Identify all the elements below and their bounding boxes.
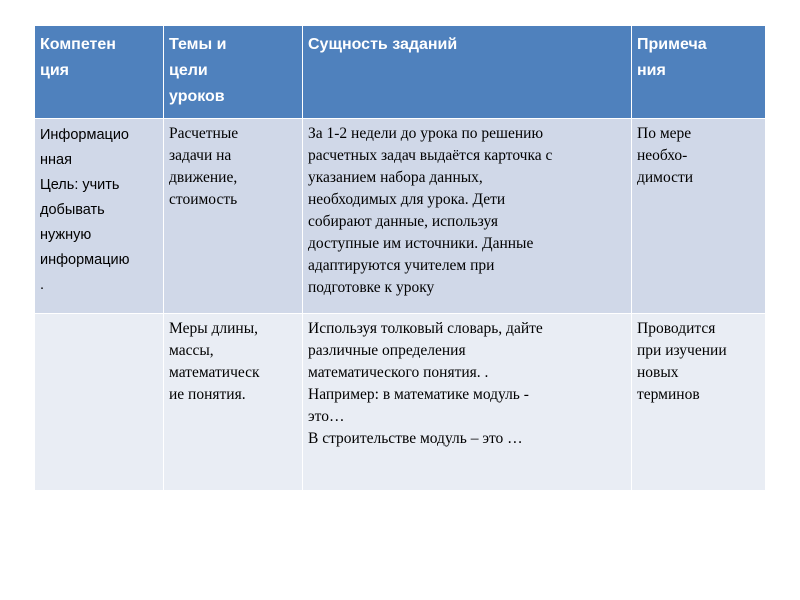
cell-notes: По мере необхо- димости: [632, 119, 766, 314]
cell-tasks: За 1-2 недели до урока по решению расчетных задач выдаётся карточка с указанием набора данных, необходимых для урока. Дети собирают данные, используя доступные им источники. Данные адаптируются учителем при подготовке к уроку: [303, 119, 632, 314]
table-row: [35, 119, 766, 314]
table-row: [35, 314, 766, 491]
cell-topics: Расчетные задачи на движение, стоимость: [164, 119, 303, 314]
cell-topics: Меры длины, массы, математическ ие понятия.: [164, 314, 303, 491]
table-header-row: [35, 26, 766, 119]
header-notes: Примеча ния: [632, 26, 766, 119]
cell-notes: Проводится при изучении новых терминов: [632, 314, 766, 491]
header-tasks: Сущность заданий: [303, 26, 632, 119]
competency-table: [34, 25, 766, 491]
header-topics: Темы и цели уроков: [164, 26, 303, 119]
cell-competency: Информацио нная Цель: учить добывать нужную информацию .: [35, 119, 164, 314]
cell-competency: [35, 314, 164, 491]
header-competency: Компетен ция: [35, 26, 164, 119]
cell-tasks: Используя толковый словарь, дайте различные определения математического понятия. . Например: в математике модуль - это… В строительстве модуль – это …: [303, 314, 632, 491]
